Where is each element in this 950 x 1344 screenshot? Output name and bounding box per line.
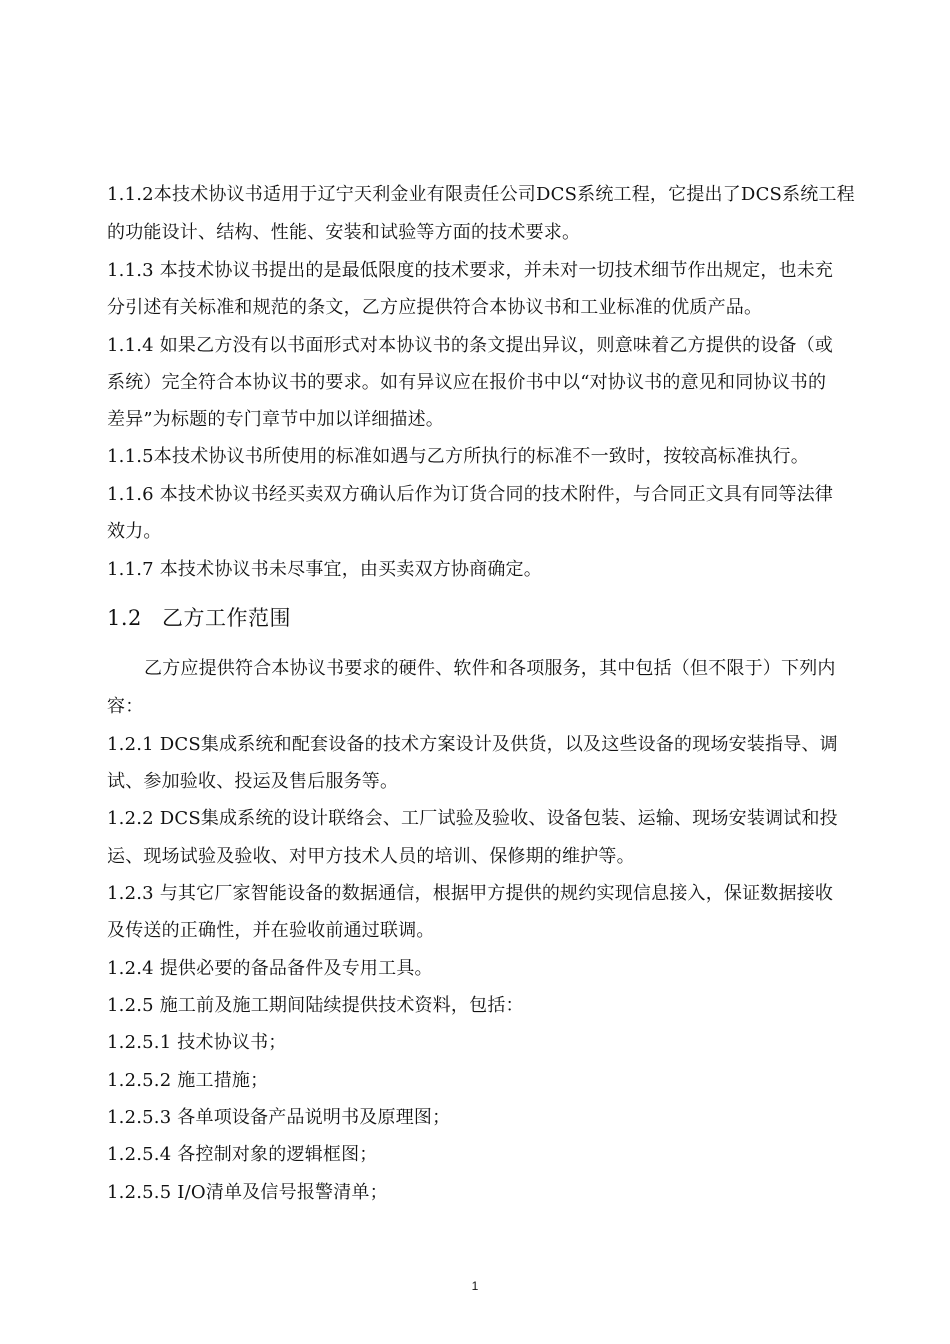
list-item-1-2-5-5: 1.2.5.5 I/O清单及信号报警清单； [107, 1182, 388, 1203]
paragraph-line-1-2-1: 1.2.1 DCS集成系统和配套设备的技术方案设计及供货，以及这些设备的现场安装指导、调 [107, 734, 838, 755]
list-item-1-2-5-2: 1.2.5.2 施工措施； [107, 1070, 269, 1091]
paragraph-line-1-1-6-cont: 效力。 [107, 521, 162, 542]
paragraph-line-1-1-5: 1.1.5本技术协议书所使用的标准如遇与乙方所执行的标准不一致时，按较高标准执行。 [107, 446, 809, 467]
paragraph-line-1-1-7: 1.1.7 本技术协议书未尽事宜，由买卖双方协商确定。 [107, 559, 542, 580]
paragraph-line-1-1-3: 1.1.3 本技术协议书提出的是最低限度的技术要求，并未对一切技术细节作出规定，也未充 [107, 260, 834, 281]
paragraph-line-1-1-4: 1.1.4 如果乙方没有以书面形式对本协议书的条文提出异议，则意味着乙方提供的设备（或 [107, 335, 834, 356]
list-item-1-2-5-4: 1.2.5.4 各控制对象的逻辑框图； [107, 1144, 378, 1165]
paragraph-line-1-1-2: 1.1.2本技术协议书适用于辽宁天利金业有限责任公司DCS系统工程，它提出了DCS系统工程 [107, 184, 855, 205]
paragraph-line-1-2-5: 1.2.5 施工前及施工期间陆续提供技术资料，包括： [107, 995, 524, 1016]
paragraph-line-1-2-2: 1.2.2 DCS集成系统的设计联络会、工厂试验及验收、设备包装、运输、现场安装调试和投 [107, 808, 838, 829]
paragraph-line-intro-cont: 容： [107, 696, 144, 717]
page-number: 1 [471, 1279, 479, 1293]
paragraph-line-intro: 乙方应提供符合本协议书要求的硬件、软件和各项服务，其中包括（但不限于）下列内 [144, 658, 836, 679]
paragraph-line-1-2-3-cont: 及传送的正确性，并在验收前通过联调。 [107, 920, 435, 941]
paragraph-line-1-1-3-cont: 分引述有关标准和规范的条文，乙方应提供符合本协议书和工业标准的优质产品。 [107, 297, 763, 318]
paragraph-line-1-1-4-cont1: 系统）完全符合本协议书的要求。如有异议应在报价书中以“对协议书的意见和同协议书的 [107, 372, 827, 393]
paragraph-line-1-2-4: 1.2.4 提供必要的备品备件及专用工具。 [107, 958, 433, 979]
paragraph-line-1-1-4-cont2: 差异”为标题的专门章节中加以详细描述。 [107, 409, 445, 430]
paragraph-line-1-2-3: 1.2.3 与其它厂家智能设备的数据通信，根据甲方提供的规约实现信息接入，保证数据接收 [107, 883, 834, 904]
paragraph-line-1-1-2-cont: 的功能设计、结构、性能、安装和试验等方面的技术要求。 [107, 222, 581, 243]
paragraph-line-1-1-6: 1.1.6 本技术协议书经买卖双方确认后作为订货合同的技术附件，与合同正文具有同等法律 [107, 484, 834, 505]
paragraph-line-1-2-1-cont: 试、参加验收、投运及售后服务等。 [107, 771, 399, 792]
section-heading-title: 乙方工作范围 [162, 606, 291, 630]
section-heading [107, 604, 291, 632]
paragraph-line-1-2-2-cont: 运、现场试验及验收、对甲方技术人员的培训、保修期的维护等。 [107, 846, 635, 867]
list-item-1-2-5-1: 1.2.5.1 技术协议书； [107, 1032, 287, 1053]
list-item-1-2-5-3: 1.2.5.3 各单项设备产品说明书及原理图； [107, 1107, 451, 1128]
section-heading-number: 1.2 [107, 606, 142, 630]
